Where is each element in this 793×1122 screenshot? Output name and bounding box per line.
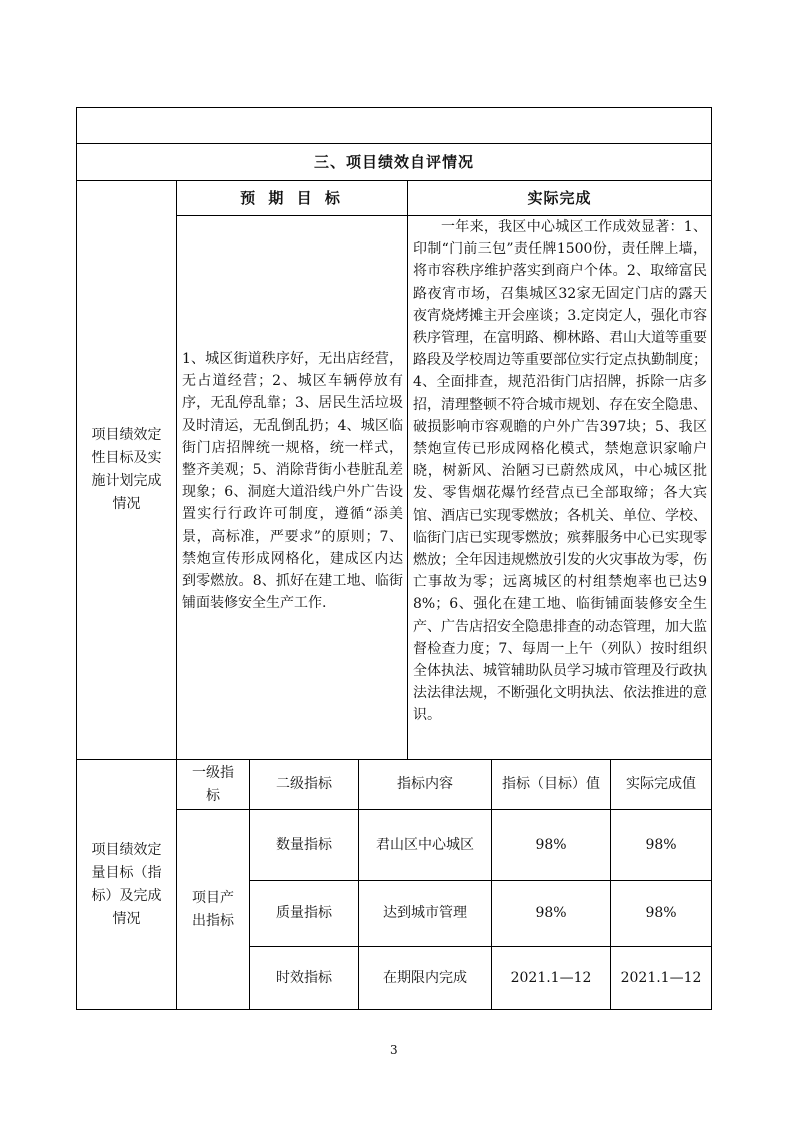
- level1-value: 项目产出指标: [192, 889, 234, 929]
- header-target: 指标（目标）值: [502, 776, 600, 792]
- row1-level2: 数量指标: [276, 836, 332, 853]
- row2-level2: 质量指标: [276, 905, 332, 921]
- row2-actual: 98%: [645, 905, 677, 921]
- row3-actual: 2021.1—12: [620, 969, 702, 986]
- header-level2: 二级指标: [276, 776, 332, 792]
- row1-actual: 98%: [645, 836, 677, 853]
- rule-qual-split: [407, 180, 408, 760]
- table-border-top: [76, 107, 712, 108]
- row2-target: 98%: [535, 905, 567, 921]
- expected-goal-text: 1、城区街道秩序好，无出店经营，无占道经营；2、城区车辆停放有序，无乱停乱靠；3、居民生活垃圾及时清运，无乱倒乱扔；4、城区临街门店招牌统一规格，统一样式，整齐美观；5、消除背街小巷脏乱差现象；6、洞庭大道沿线户外广告设置实行行政许可制度，遵循“添美景，高标准，严要求”的原则；7、禁炮宣传形成网格化，建成区内达到零燃放。8、抓好在建工地、临街铺面装修安全生产工作.: [182, 351, 403, 612]
- row3-level2: 时效指标: [276, 969, 332, 986]
- row2-content: 达到城市管理: [383, 905, 467, 921]
- actual-completion-header: 实际完成: [527, 188, 592, 207]
- expected-goal-header: 预 期 目 标: [240, 188, 344, 207]
- table-border-right: [711, 107, 712, 1010]
- header-level1: 一级指标: [192, 764, 234, 804]
- header-actual: 实际完成值: [626, 776, 696, 792]
- section-title: 三、项目绩效自评情况: [313, 152, 474, 171]
- page-number: 3: [390, 1043, 398, 1057]
- table-border-bottom: [76, 1009, 712, 1010]
- row1-content: 君山区中心城区: [376, 836, 474, 853]
- actual-completion-text: 一年来，我区中心城区工作成效显著：1、印制“门前三包”责任牌1500份，责任牌上墙，将市容秩序维护落实到商户个体。2、取缔富民路夜宵市场，召集城区32家无固定门店的露天夜宵烧烤摊主开会座谈；3.定岗定人，强化市容秩序管理，在富明路、柳林路、君山大道等重要路段及学校周边等重要部位实行定点执勤制度；4、全面排查，规范沿街门店招牌，拆除一店多招，清理整顿不符合城市规划、存在安全隐患、破损影响市容观瞻的户外广告397块；5、我区禁炮宣传已形成网格化模式，禁炮意识家喻户晓，树新风、治陋习已蔚然成风，中心城区批发、零售烟花爆竹经营点已全部取缔；各大宾馆、酒店已实现零燃放；各机关、单位、学校、临街门店已实现零燃放；殡葬服务中心已实现零燃放；全年因违规燃放引发的火灾事故为零，伤亡事故为零；远离城区的村组禁炮率也已达98%；6、强化在建工地、临街铺面装修安全生产、广告店招安全隐患排查的动态管理，加大监督检查力度；7、每周一上午（列队）按时组织全体执法、城管辅助队员学习城市管理及行政执法法律法规，不断强化文明执法、依法推进的意识。: [413, 219, 707, 724]
- qualitative-row-label: 项目绩效定性目标及实施计划完成情况: [91, 427, 162, 512]
- header-content: 指标内容: [397, 776, 453, 792]
- quantitative-row-label: 项目绩效定量目标（指标）及完成情况: [91, 841, 162, 927]
- row3-target: 2021.1—12: [510, 969, 592, 986]
- row3-content: 在期限内完成: [383, 969, 467, 986]
- row1-target: 98%: [535, 836, 567, 853]
